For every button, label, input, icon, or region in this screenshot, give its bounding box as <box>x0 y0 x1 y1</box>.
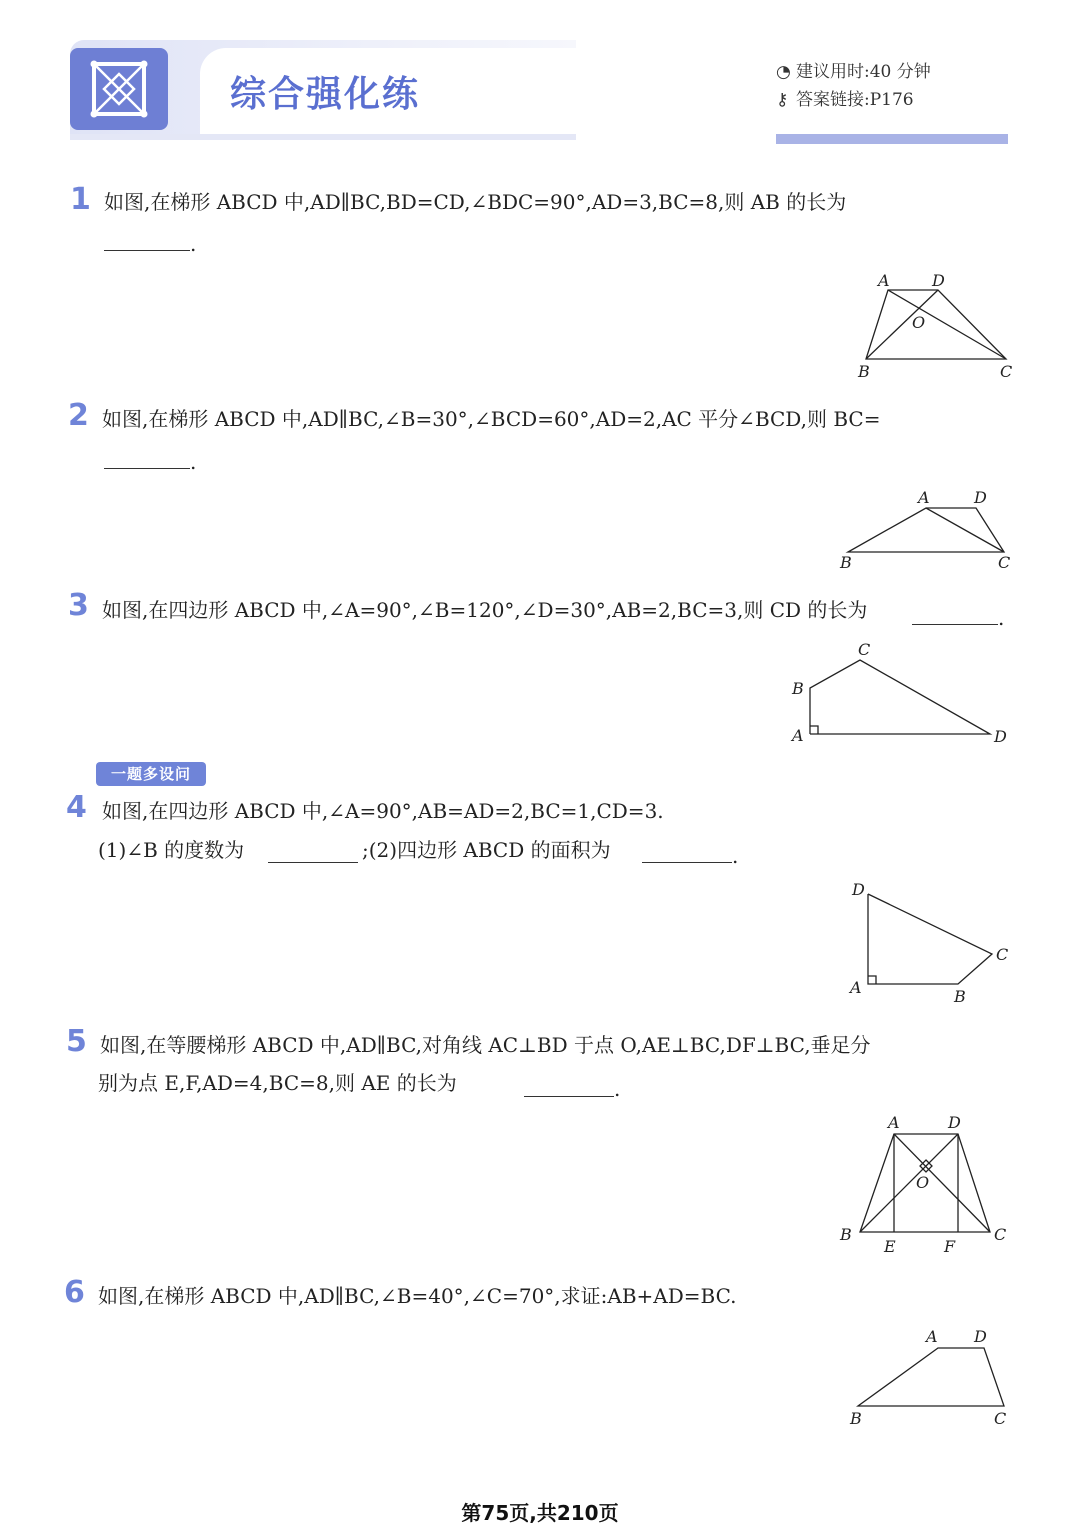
figure-label: D <box>852 880 865 899</box>
period: . <box>614 1077 621 1101</box>
question-number: 5 <box>66 1024 87 1059</box>
answer-blank-1[interactable] <box>268 862 358 863</box>
time-hint <box>776 58 1008 86</box>
figure-label: B <box>840 1225 852 1244</box>
figure-trapezoid-q1 <box>850 268 1020 383</box>
figure-label: A <box>792 726 804 745</box>
figure-label: A <box>888 1113 900 1132</box>
question-text: 如图,在等腰梯形 ABCD 中,AD∥BC,对角线 AC⊥BD 于点 O,AE⊥BC,DF⊥BC,垂足分 <box>100 1033 871 1057</box>
question-number: 3 <box>68 588 89 623</box>
answer-blank[interactable] <box>104 250 190 251</box>
answer-blank[interactable] <box>104 468 190 469</box>
question-subpart-2: ;(2)四边形 ABCD 的面积为 <box>362 838 611 862</box>
figure-label: D <box>974 488 987 507</box>
page-title: 综合强化练 <box>230 74 421 115</box>
figure-label: O <box>912 313 926 332</box>
figure-label: D <box>932 271 945 290</box>
time-hint-text: 建议用时:40 分钟 <box>796 62 931 82</box>
figure-trapezoid-q6 <box>840 1324 1020 1434</box>
question-text: 如图,在梯形 ABCD 中,AD∥BC,∠B=30°,∠BCD=60°,AD=2,AC 平分∠BCD,则 BC= <box>102 407 881 431</box>
figure-label: B <box>792 679 804 698</box>
figure-label: C <box>996 945 1009 964</box>
question-text: 如图,在四边形 ABCD 中,∠A=90°,AB=AD=2,BC=1,CD=3. <box>102 799 664 823</box>
figure-label: F <box>944 1237 956 1256</box>
figure-quadrilateral-q4 <box>840 876 1020 1008</box>
figure-label: O <box>916 1173 930 1192</box>
question-number: 2 <box>68 398 89 433</box>
figure-label: D <box>948 1113 961 1132</box>
figure-quadrilateral-q3 <box>788 638 1018 750</box>
figure-label: C <box>998 553 1011 572</box>
answer-blank[interactable] <box>912 624 998 625</box>
question-subpart-1: (1)∠B 的度数为 <box>98 838 245 862</box>
period: . <box>190 232 197 256</box>
figure-label: B <box>858 362 870 381</box>
question-text: 如图,在梯形 ABCD 中,AD∥BC,∠B=40°,∠C=70°,求证:AB+AD=BC. <box>98 1284 737 1308</box>
question-number: 6 <box>64 1275 85 1310</box>
answer-blank-2[interactable] <box>642 862 732 863</box>
answer-link[interactable] <box>776 86 1008 114</box>
answer-link-text[interactable]: 答案链接:P176 <box>796 90 914 110</box>
figure-label: A <box>850 978 862 997</box>
figure-isosceles-trapezoid-q5 <box>836 1108 1016 1260</box>
figure-label: C <box>994 1225 1007 1244</box>
question-text-line2: 别为点 E,F,AD=4,BC=8,则 AE 的长为 <box>98 1071 457 1095</box>
figure-label: A <box>878 271 890 290</box>
page-indicator: 第75页,共210页 <box>461 1501 619 1525</box>
stopwatch-icon: ◔ <box>776 62 791 82</box>
figure-label: A <box>926 1327 938 1346</box>
figure-label: D <box>994 727 1007 746</box>
header-underline <box>70 134 576 140</box>
figure-label: B <box>954 987 966 1006</box>
period: . <box>998 606 1005 630</box>
question-text: 如图,在四边形 ABCD 中,∠A=90°,∠B=120°,∠D=30°,AB=2,BC=3,则 CD 的长为 <box>102 598 868 622</box>
figure-label: B <box>850 1409 862 1428</box>
question-number: 4 <box>66 790 87 825</box>
multi-question-badge: 一题多设问 <box>96 762 206 786</box>
figure-label: C <box>1000 362 1013 381</box>
period: . <box>190 450 197 474</box>
meta-info <box>776 58 1008 114</box>
meta-underline-bar <box>776 134 1008 144</box>
cube-icon <box>70 48 168 130</box>
period: . <box>732 844 739 868</box>
figure-label: B <box>840 553 852 572</box>
question-number: 1 <box>70 182 91 217</box>
figure-label: E <box>884 1237 896 1256</box>
question-text: 如图,在梯形 ABCD 中,AD∥BC,BD=CD,∠BDC=90°,AD=3,BC=8,则 AB 的长为 <box>104 190 847 214</box>
figure-label: C <box>994 1409 1007 1428</box>
figure-trapezoid-q2 <box>836 486 1016 574</box>
figure-label: A <box>918 488 930 507</box>
figure-label: D <box>974 1327 987 1346</box>
figure-label: C <box>858 640 871 659</box>
answer-blank[interactable] <box>524 1096 614 1097</box>
section-header <box>70 40 576 140</box>
key-icon: ⚷ <box>776 90 789 110</box>
